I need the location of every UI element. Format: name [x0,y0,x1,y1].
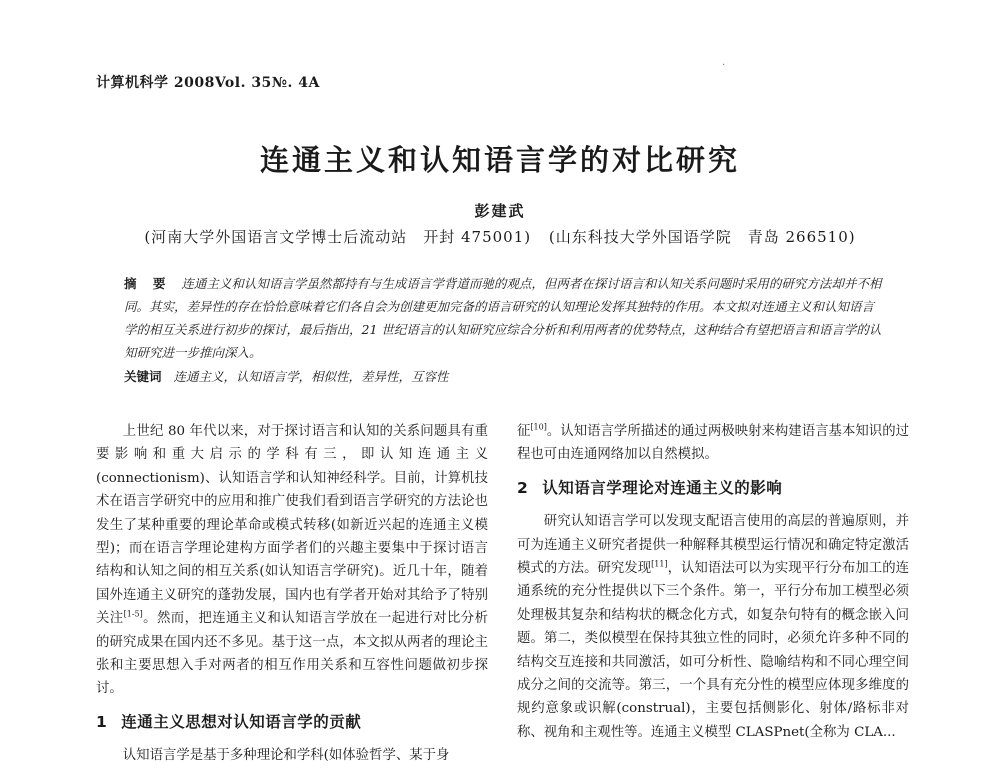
section-title: 认知语言学理论对连通主义的影响 [542,478,783,497]
section-heading-2 [517,477,909,500]
keywords-label: 关键词 [124,369,162,384]
citation: [11] [651,559,668,569]
section-number: 2 [517,478,529,497]
author-name: 彭建武 [474,202,526,220]
intro-text: 上世纪 80 年代以来，对于探讨语言和认知的关系问题具有重要影响和重大启示的学科有三，即认知连通主义(connectionism)、认知语言学和认知神经科学。目前，计算机技术在语言学研究中的应用和推广使我们看到语言学研究的方法论也发生了某种重要的理论革命或模式转移(如新近兴起的连通主义模型)；而在语言学理论建构方面学者们的兴趣主要集中于探讨语言结构和认知之间的相互关系(如认知语言学研究)。近几十年，随着国外连通主义研究的蓬勃发展，国内也有学者开始对其给予了特别关注 [96,424,488,627]
section2-paragraph [517,510,909,744]
continued-text-end: 。认知语言学所描述的通过两极映射来构建语言基本知识的过程也可由连通网络加以自然模拟。 [517,424,910,463]
continued-text-start: 征 [517,424,531,439]
abstract [124,272,884,364]
intro-text-end: 。然而，把连通主义和认知语言学放在一起进行对比分析的研究成果在国内还不多见。基于这一点，本文拟从两者的理论主张和主要思想入手对两者的相互作用关系和互容性问题做初步探讨。 [96,611,489,697]
section-number: 1 [96,712,108,731]
paper-title: 连通主义和认知语言学的对比研究 [259,143,740,177]
affiliations [0,226,1000,247]
abstract-label: 摘 要 [124,276,172,291]
abstract-text: 连通主义和认知语言学虽然都持有与生成语言学背道而驰的观点，但两者在探讨语言和认知关系问题时采用的研究方法却并不相同。其实，差异性的存在恰恰意味着它们各自会为创建更加完备的语言研究的认知理论发挥其独特的作用。本文拟对连通主义和认知语言学的相互关系进行初步的探讨，最后指出，21 世纪语言的认知研究应综合分析和利用两者的优势特点，这种结合有望把语言和语言学的认知研究进一步推向深入。 [124,276,882,360]
journal-header: 计算机科学 2008Vol. 35№. 4A [96,75,320,91]
scan-mark: · [722,60,726,71]
right-column [517,420,909,744]
section1-paragraph: 认知语言学是基于多种理论和学科(如体验哲学、某于身 [122,748,450,764]
section2-text-b: ，认知语法可以为实现平行分布加工的连通系统的充分性提供以下三个条件。第一，平行分布加工模型必须处理极其复杂和结构状的概念化方式，如复杂句特有的概念嵌入问题。第二，类似模型在保持其独立性的同时，必须允许多种不同的结构交互连接和共同激活，如可分析性、隐喻结构和不同心理空间成分之间的交流等。第三，一个具有充分性的模型应体现多维度的规约意象或识解(construal)，主要包括侧影化、射体/路标非对称、视角和主观性等。连通主义模型 CLASPnet(全称为 CLA... [517,561,910,740]
section-title: 连通主义思想对认知语言学的贡献 [121,712,362,731]
keywords-text: 连通主义，认知语言学，相似性，差异性，互容性 [173,369,449,384]
section-heading-1 [96,711,488,734]
affiliation-1: (河南大学外国语言文学博士后流动站 开封 475001) [144,228,532,246]
citation: [10] [530,422,547,432]
citation: [1-5] [123,609,143,619]
affiliation-2: (山东科技大学外国语学院 青岛 266510) [548,228,856,246]
intro-paragraph [96,420,488,701]
left-column [96,420,488,768]
keywords [124,367,884,385]
continued-paragraph [517,420,909,467]
section2-text-a: 研究认知语言学可以发现支配语言使用的高层的普遍原则，并可为连通主义研究者提供一种解释其模型运行情况和确定特定激活模式的方法。研究发现 [517,514,909,577]
